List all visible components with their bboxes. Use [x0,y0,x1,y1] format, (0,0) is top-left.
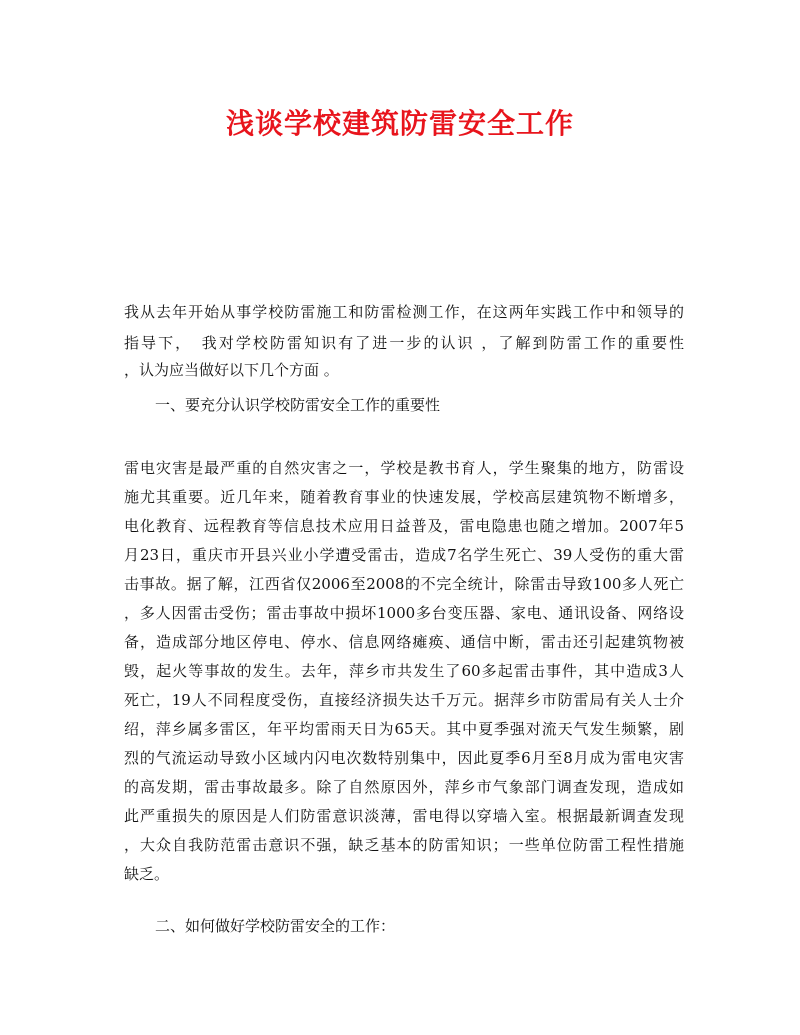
body-line: 的高发期，雷击事故最多。除了自然原因外，萍乡市气象部门调查发现，造成如 [124,778,684,796]
body-line: 烈的气流运动导致小区域内闪电次数特别集中，因此夏季6月至8月成为雷电灾害 [124,749,684,767]
body-line: 月23日，重庆市开县兴业小学遭受雷击，造成7名学生死亡、39人受伤的重大雷 [124,546,684,564]
body-line: 此严重损失的原因是人们防雷意识淡薄，雷电得以穿墙入室。根据最新调查发现 [124,807,684,825]
document-title: 浅谈学校建筑防雷安全工作 [225,107,574,140]
body-line: 缺乏。 [124,865,170,883]
body-line: 电化教育、远程教育等信息技术应用日益普及，雷电隐患也随之增加。2007年5 [124,517,684,535]
section-heading-1: 一、要充分认识学校防雷安全工作的重要性 [155,396,441,414]
body-line: 雷电灾害是最严重的自然灾害之一，学校是教书育人，学生聚集的地方，防雷设 [124,459,684,477]
body-line: 毁，起火等事故的发生。去年，萍乡市共发生了60多起雷击事件，其中造成3人 [124,662,684,680]
section-heading-2: 二、如何做好学校防雷安全的工作： [155,917,396,935]
body-line: 绍，萍乡属多雷区，年平均雷雨天日为65天。其中夏季强对流天气发生频繁，剧 [124,720,684,738]
intro-line: 我从去年开始从事学校防雷施工和防雷检测工作，在这两年实践工作中和领导的 [124,303,684,321]
body-line: 备，造成部分地区停电、停水、信息网络瘫痪、通信中断，雷击还引起建筑物被 [124,633,684,651]
body-line: ，大众自我防范雷击意识不强，缺乏基本的防雷知识；一些单位防雷工程性措施 [124,836,684,854]
body-line: 死亡，19人不同程度受伤，直接经济损失达千万元。据萍乡市防雷局有关人士介 [124,691,684,709]
intro-line: ，认为应当做好以下几个方面 。 [124,361,339,379]
intro-line: 指导下， 我对学校防雷知识有了进一步的认识 ，了解到防雷工作的重要性 [124,334,684,352]
body-line: 施尤其重要。近几年来，随着教育事业的快速发展，学校高层建筑物不断增多， [124,488,684,506]
body-line: 击事故。据了解，江西省仅2006至2008的不完全统计，除雷击导致100多人死亡 [124,575,684,593]
body-line: ，多人因雷击受伤；雷击事故中损坏1000多台变压器、家电、通讯设备、网络设 [124,604,684,622]
